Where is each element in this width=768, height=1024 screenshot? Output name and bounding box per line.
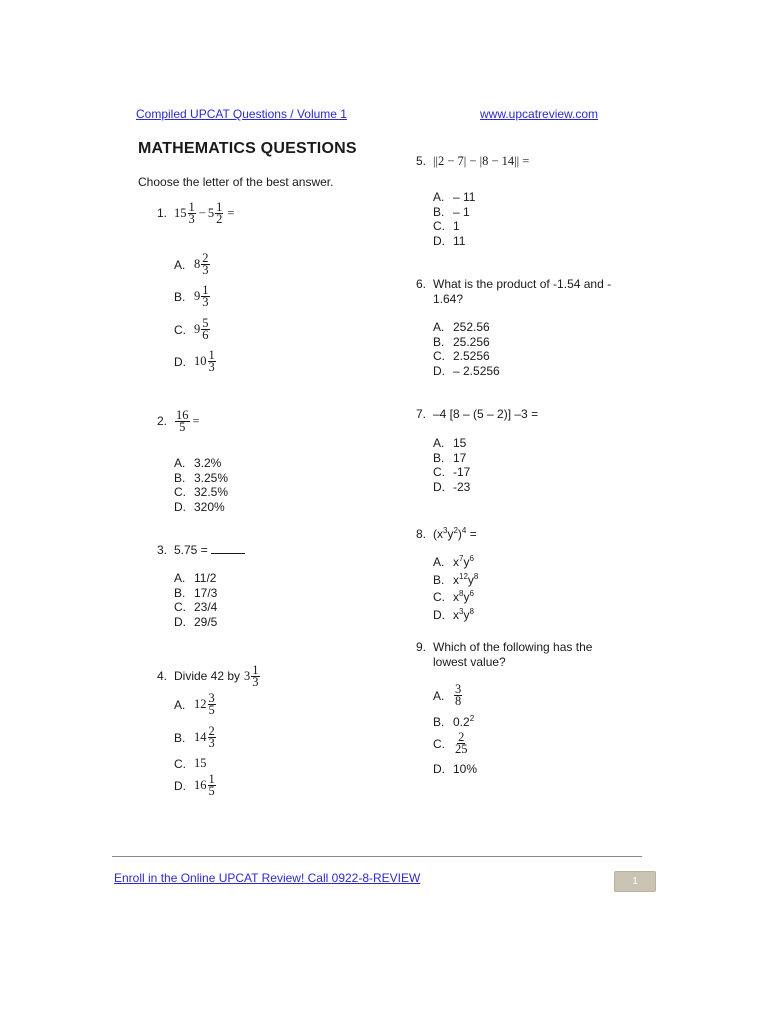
q6-options — [433, 320, 500, 378]
q5-options — [433, 190, 475, 248]
question-2 — [157, 410, 200, 433]
page-number-badge: 1 — [614, 871, 656, 892]
question-number: 9. — [416, 640, 427, 654]
question-4 — [157, 665, 261, 688]
question-7 — [416, 407, 538, 422]
question-1 — [157, 202, 234, 225]
q8-option-d: D. $x^3y^8$ — [433, 606, 474, 622]
question-6-line-2: 1.64? — [433, 292, 464, 306]
q2-options — [174, 456, 228, 514]
q2-option-c: C. 32.5% — [174, 485, 229, 499]
q3-option-d: D. 29/5 — [174, 614, 218, 629]
question-number: 8. — [416, 527, 427, 541]
question-number: 3. — [157, 543, 168, 557]
question-9 — [416, 640, 592, 670]
q9-option-c: C. $\frac{2}{25}$ — [433, 730, 468, 756]
page-title: MATHEMATICS QUESTIONS — [138, 140, 357, 157]
minus-sign: − — [198, 206, 206, 220]
q6-option-b: B. 25.256 — [433, 334, 490, 349]
q6-option-a: A. 252.56 — [433, 320, 490, 334]
q4-option-b: B. 14 $\frac{2}{3}$ — [174, 724, 215, 750]
q6-option-d: D. – 2.5256 — [433, 363, 500, 378]
q3-option-c: C. 23/4 — [174, 600, 218, 614]
q7-option-b: B. 17 — [433, 450, 467, 465]
instructions: Choose the letter of the best answer. — [138, 175, 334, 189]
q4-option-d: D. 16 $\frac{1}{5}$ — [174, 772, 215, 798]
question-5-expression: ||2 − 7| − |8 − 14|| = — [433, 154, 530, 168]
q9-option-a: A. $\frac{3}{8}$ — [433, 682, 462, 708]
footer-divider — [112, 856, 642, 857]
q7-option-d: D. -23 — [433, 479, 471, 494]
q9-option-b: B. $0.2^2$ — [433, 714, 475, 729]
question-2-expression: $\frac{16}{5}$ = — [176, 408, 200, 434]
q3-option-a: A. 11/2 — [174, 571, 217, 585]
question-3 — [157, 543, 245, 558]
header-volume-link[interactable]: Compiled UPCAT Questions / Volume 1 — [136, 107, 347, 121]
question-3-text: 5.75 = — [174, 543, 208, 557]
answer-blank — [211, 544, 245, 554]
whole: 15 — [174, 206, 187, 220]
question-number: 6. — [416, 277, 427, 291]
question-6-line-1: What is the product of -1.54 and - — [433, 277, 612, 291]
footer-enroll-link[interactable]: Enroll in the Online UPCAT Review! Call 0922-8-REVIEW — [114, 871, 421, 885]
question-number: 1. — [157, 206, 168, 220]
q7-option-c: C. -17 — [433, 465, 471, 479]
q8-options — [433, 552, 478, 622]
fraction: $\frac{1}{2}$ — [216, 200, 223, 226]
q3-options — [174, 571, 217, 629]
question-number: 4. — [157, 669, 168, 683]
q4-option-c: C. 15 — [174, 756, 207, 771]
q8-option-c: C. $x^8y^6$ — [433, 589, 474, 604]
question-1-expression — [174, 202, 234, 225]
question-6 — [416, 277, 611, 307]
q8-option-b: B. $x^{12}y^8$ — [433, 571, 479, 587]
equals-sign: = — [227, 206, 235, 220]
q6-option-c: C. 2.5256 — [433, 349, 490, 363]
q4-option-a: A. 12 $\frac{3}{5}$ — [174, 691, 215, 717]
q7-option-a: A. 15 — [433, 436, 467, 450]
fraction: $\frac{1}{3}$ — [188, 200, 195, 226]
q1-option-c: C. 9 $\frac{5}{6}$ — [174, 316, 209, 342]
question-9-line-1: Which of the following has the — [433, 640, 593, 654]
q5-option-c: C. 1 — [433, 219, 460, 233]
header-website-link[interactable]: www.upcatreview.com — [480, 107, 599, 121]
question-9-line-2: lowest value? — [433, 655, 506, 669]
q8-option-a: A. $x^7y^6$ — [433, 554, 474, 569]
q3-option-b: B. 17/3 — [174, 585, 218, 600]
q5-option-b: B. – 1 — [433, 204, 470, 219]
q1-option-b: B. 9 $\frac{1}{3}$ — [174, 283, 209, 309]
question-4-text: Divide 42 by — [174, 669, 241, 683]
question-number: 5. — [416, 154, 427, 168]
question-4-divisor: 3 $\frac{1}{3}$ — [244, 663, 259, 689]
q1-option-a: A. 8 $\frac{2}{3}$ — [174, 251, 209, 277]
whole: 5 — [207, 206, 215, 220]
question-8 — [416, 523, 477, 542]
q2-option-d: D. 320% — [174, 499, 225, 514]
question-8-expression: $(x^3y^2)^4$ = — [433, 526, 477, 541]
q2-option-a: A. 3.2% — [174, 456, 222, 470]
question-5 — [416, 154, 529, 169]
q7-options — [433, 436, 470, 494]
question-number: 2. — [157, 414, 168, 428]
q5-option-a: A. – 11 — [433, 190, 476, 204]
question-number: 7. — [416, 407, 427, 421]
q1-option-d: D. 10 $\frac{1}{3}$ — [174, 348, 215, 374]
q5-option-d: D. 11 — [433, 233, 466, 248]
question-7-expression: –4 [8 – (5 – 2)] –3 = — [433, 407, 539, 421]
q2-option-b: B. 3.25% — [174, 470, 229, 485]
q9-option-d: D. 10% — [433, 762, 478, 776]
